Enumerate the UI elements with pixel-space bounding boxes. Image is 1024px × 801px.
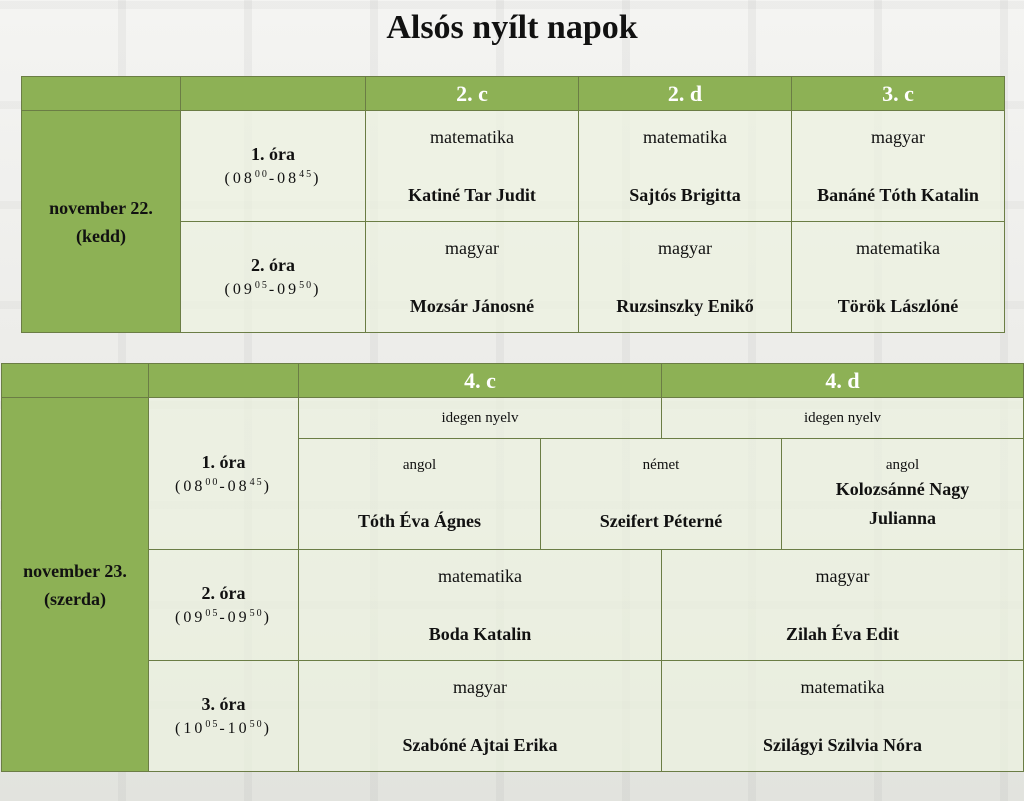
period-name: 2. óra: [201, 583, 246, 603]
class-header-4c: 4. c: [299, 364, 662, 398]
lesson-cell: [792, 111, 1005, 222]
day-weekday: (kedd): [75, 225, 126, 246]
period-cell: [149, 550, 299, 661]
period-time: $(08^{00}-08^{45})$: [224, 169, 322, 187]
class-header-4d: 4. d: [662, 364, 1024, 398]
lesson-teacher: Kolozsánné Nagy Julianna: [835, 479, 970, 528]
header-corner-cell: [22, 77, 181, 111]
period-name: 1. óra: [201, 451, 246, 472]
day-label-november-23: [2, 398, 149, 772]
period-time: $(09^{05}-09^{50})$: [224, 280, 322, 298]
class-header-2d: 2. d: [579, 77, 792, 111]
period-time: $(09^{05}-09^{50})$: [175, 608, 272, 626]
period-name: 1. óra: [251, 144, 295, 164]
lesson-subject: magyar: [871, 127, 925, 147]
period-time: $(10^{05}-10^{50})$: [175, 719, 272, 737]
lesson-teacher: Mozsár Jánosné: [409, 296, 535, 316]
lesson-cell: [662, 550, 1024, 661]
class-header-3c: 3. c: [792, 77, 1005, 111]
lesson-subject: magyar: [658, 238, 712, 258]
lesson-subject: matematika: [856, 238, 940, 258]
lesson-subject: magyar: [445, 238, 499, 258]
lesson-cell: [541, 439, 782, 550]
period-cell: [181, 111, 366, 222]
schedule-table-day1: [21, 76, 1005, 333]
period-cell: [181, 222, 366, 333]
period-time: $(08^{00}-08^{45})$: [175, 476, 272, 495]
lesson-cell: [662, 661, 1024, 772]
lesson-teacher: Banáné Tóth Katalin: [817, 185, 979, 205]
header-period-cell: [181, 77, 366, 111]
lesson-subject: matematika: [643, 127, 727, 147]
group-subject-4c: idegen nyelv: [299, 398, 662, 439]
lesson-cell: [579, 222, 792, 333]
lesson-teacher: Szilágyi Szilvia Nóra: [763, 735, 923, 755]
period-name: 3. óra: [201, 694, 246, 714]
lesson-teacher: Szabóné Ajtai Erika: [402, 735, 558, 755]
lesson-cell: [299, 661, 662, 772]
lesson-teacher: Katiné Tar Judit: [408, 185, 536, 205]
lesson-subject: matematika: [430, 127, 514, 147]
group-subject-4d: idegen nyelv: [662, 398, 1024, 439]
lesson-cell: [299, 550, 662, 661]
lesson-teacher: Sajtós Brigitta: [629, 185, 741, 205]
lesson-subject: matematika: [438, 566, 522, 586]
lesson-subject: magyar: [815, 566, 870, 586]
lesson-subject: magyar: [453, 677, 507, 697]
schedule-table-day2: [1, 363, 1024, 772]
period-cell: [149, 661, 299, 772]
lesson-cell: [792, 222, 1005, 333]
lesson-subject: angol: [402, 457, 437, 473]
lesson-teacher: Zilah Éva Edit: [785, 624, 900, 644]
lesson-cell: [782, 439, 1024, 550]
page-title: Alsós nyílt napok: [386, 9, 638, 46]
day-date: november 23.: [23, 560, 127, 581]
lesson-subject: angol: [885, 457, 920, 473]
lesson-teacher: Szeifert Péterné: [599, 511, 723, 531]
lesson-subject: matematika: [800, 677, 885, 697]
header-period-cell: [149, 364, 299, 398]
lesson-teacher: Tóth Éva Ágnes: [357, 511, 482, 531]
period-name: 2. óra: [251, 255, 295, 275]
class-header-2c: 2. c: [366, 77, 579, 111]
lesson-teacher: Ruzsinszky Enikő: [616, 296, 754, 316]
lesson-cell: [366, 222, 579, 333]
header-corner-cell: [2, 364, 149, 398]
day-date: november 22.: [49, 197, 153, 218]
day-weekday: (szerda): [44, 588, 106, 609]
lesson-subject: német: [642, 457, 680, 473]
lesson-cell: [366, 111, 579, 222]
lesson-cell: [299, 439, 541, 550]
period-cell: [149, 398, 299, 550]
lesson-teacher: Boda Katalin: [428, 624, 532, 644]
lesson-teacher: Török Lászlóné: [837, 296, 959, 316]
lesson-cell: [579, 111, 792, 222]
day-label-november-22: [22, 111, 181, 333]
